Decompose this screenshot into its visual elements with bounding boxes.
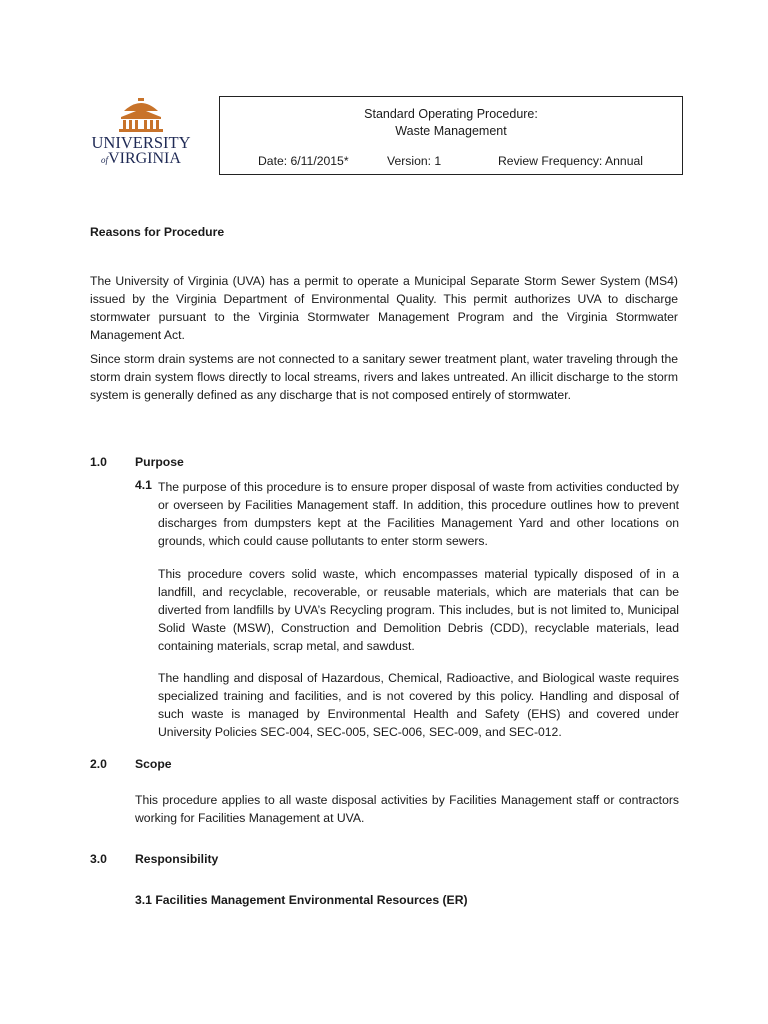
responsibility-sub-heading: 3.1 Facilities Management Environmental Resources (ER) bbox=[135, 893, 468, 907]
reasons-paragraph-2: Since storm drain systems are not connected to a sanitary sewer treatment plant, water traveling through the storm drain system flows directly to local streams, rivers and lakes untreated. An illicit discharge to the storm system is generally defined as any discharge that is not composed entirely of stormwater. bbox=[90, 352, 678, 402]
scope-number: 2.0 bbox=[90, 757, 107, 771]
responsibility-title: Responsibility bbox=[135, 852, 219, 866]
purpose-title: Purpose bbox=[135, 455, 184, 469]
purpose-number: 1.0 bbox=[90, 455, 107, 469]
logo-of: of bbox=[101, 155, 109, 165]
header-box bbox=[219, 96, 683, 175]
purpose-paragraph-1: The purpose of this procedure is to ensure proper disposal of waste from activities conducted by or overseen by Facilities Management staff. In addition, this procedure outlines how to prevent discharges from dumpsters kept at the Facilities Management Yard and other locations on grounds, which could cause pollutants to enter storm sewers. bbox=[158, 480, 679, 548]
scope-title: Scope bbox=[135, 757, 172, 771]
logo-virginia: VIRGINIA bbox=[108, 150, 181, 167]
logo-line-virginia bbox=[88, 150, 194, 168]
header-title-line1: Standard Operating Procedure: bbox=[364, 107, 538, 121]
header-version: Version: 1 bbox=[387, 154, 442, 168]
header-review-frequency: Review Frequency: Annual bbox=[498, 154, 643, 168]
responsibility-number: 3.0 bbox=[90, 852, 107, 866]
reasons-paragraph-1: The University of Virginia (UVA) has a permit to operate a Municipal Separate Storm Sewer System (MS4) issued by the Virginia Department of Environmental Quality. This permit authorizes UVA to discharge stormwater pursuant to the Virginia Stormwater Management Program and the Virginia Stormwater Management Act. bbox=[90, 274, 678, 342]
university-logo bbox=[88, 97, 194, 169]
purpose-paragraph-3: The handling and disposal of Hazardous, Chemical, Radioactive, and Biological waste requires specialized training and facilities, and is not covered by this policy. Handling and disposal of such waste is managed by Environmental Health and Safety (EHS) and covered under University Policies SEC-004, SEC-005, SEC-006, SEC-009, and SEC-012. bbox=[158, 671, 679, 739]
purpose-sub-number: 4.1 bbox=[135, 478, 152, 492]
logo-line-university: UNIVERSITY bbox=[91, 133, 191, 152]
rotunda-icon bbox=[88, 97, 194, 133]
scope-paragraph: This procedure applies to all waste disposal activities by Facilities Management staff or contractors working for Facilities Management at UVA. bbox=[135, 793, 679, 825]
purpose-paragraph-2: This procedure covers solid waste, which encompasses material typically disposed of in a landfill, and recyclable, recoverable, or reusable materials, which are materials that can be diverted from landfills by UVA’s Recycling program. This includes, but is not limited to, Municipal Solid Waste (MSW), Construction and Demolition Debris (CDD), recyclable materials, lead containing materials, scrap metal, and sawdust. bbox=[158, 567, 679, 653]
header-date: Date: 6/11/2015* bbox=[258, 154, 349, 168]
header-title-line2: Waste Management bbox=[395, 124, 507, 138]
reasons-heading: Reasons for Procedure bbox=[90, 225, 225, 239]
